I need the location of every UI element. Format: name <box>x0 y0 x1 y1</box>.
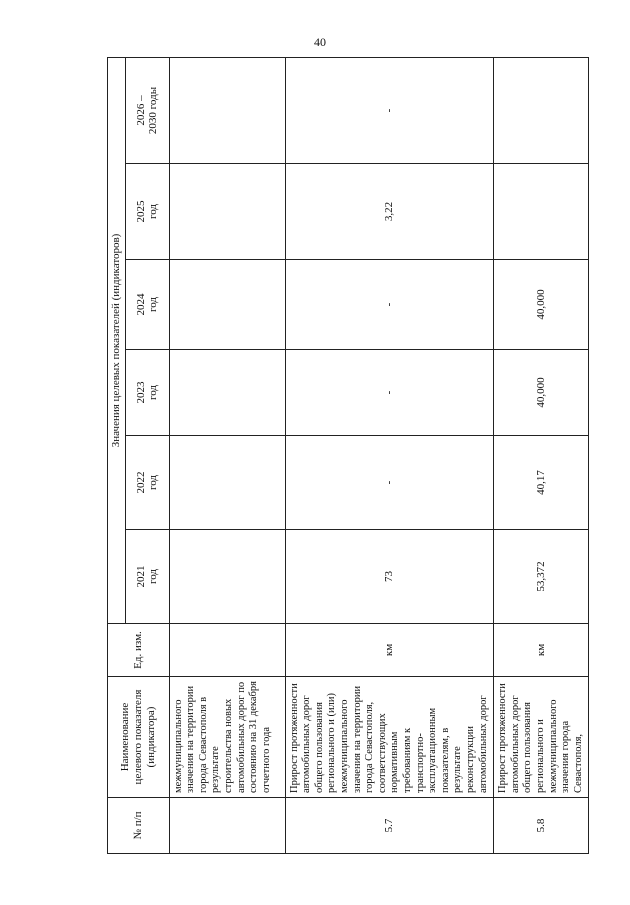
row-unit: км <box>285 624 494 677</box>
page-number: 40 <box>314 35 326 49</box>
row-value: 53,372 <box>494 530 589 624</box>
header-year-2024: 2024 год <box>125 260 169 350</box>
row-value: - <box>285 436 494 530</box>
header-values-group: Значения целевых показателей (индикаторов) <box>108 57 126 623</box>
row-value: 73 <box>285 530 494 624</box>
header-num: № п/п <box>108 798 170 854</box>
row-value <box>169 436 285 530</box>
row-value <box>169 530 285 624</box>
table-row <box>494 57 589 853</box>
header-year-2021: 2021 год <box>125 530 169 624</box>
row-value <box>169 260 285 350</box>
row-num: 5.7 <box>285 798 494 854</box>
row-value: 3,22 <box>285 164 494 260</box>
row-value <box>494 164 589 260</box>
header-year-2025: 2025 год <box>125 164 169 260</box>
row-name: Прирост протяженности автомобильных дорог общего пользования регионального и межмуниципального значения города Севастополя, <box>494 677 589 798</box>
row-value <box>169 164 285 260</box>
indicator-table-container <box>107 58 584 854</box>
header-year-2022: 2022 год <box>125 436 169 530</box>
row-unit: км <box>494 624 589 677</box>
table-row <box>169 57 285 853</box>
header-unit: Ед. изм. <box>108 624 170 677</box>
row-value: - <box>285 350 494 436</box>
row-num <box>169 798 285 854</box>
header-name: Наименование целевого показателя (индикатора) <box>108 677 170 798</box>
row-value <box>169 57 285 163</box>
header-year-2026-2030: 2026 – 2030 годы <box>125 57 169 163</box>
row-name: межмуниципального значения на территории города Севастополя в результате строительства новых автомобильных дорог по состоянию на 31 декабря отчетного года <box>169 677 285 798</box>
row-value <box>169 350 285 436</box>
row-value: 40,000 <box>494 350 589 436</box>
table-row <box>285 57 494 853</box>
row-value: - <box>285 260 494 350</box>
row-value: - <box>285 57 494 163</box>
header-year-2023: 2023 год <box>125 350 169 436</box>
row-value: 40,000 <box>494 260 589 350</box>
row-unit <box>169 624 285 677</box>
row-name: Прирост протяженности автомобильных дорог общего пользования регионального и (или) межмуниципального значения на территории города Севастополя, соответствующих нормативным требованиям к транспортно-эксплуатационным показателям, в результате реконструкции автомобильных дорог <box>285 677 494 798</box>
indicator-table <box>107 57 589 854</box>
row-num: 5.8 <box>494 798 589 854</box>
row-value: 40,17 <box>494 436 589 530</box>
row-value <box>494 57 589 163</box>
